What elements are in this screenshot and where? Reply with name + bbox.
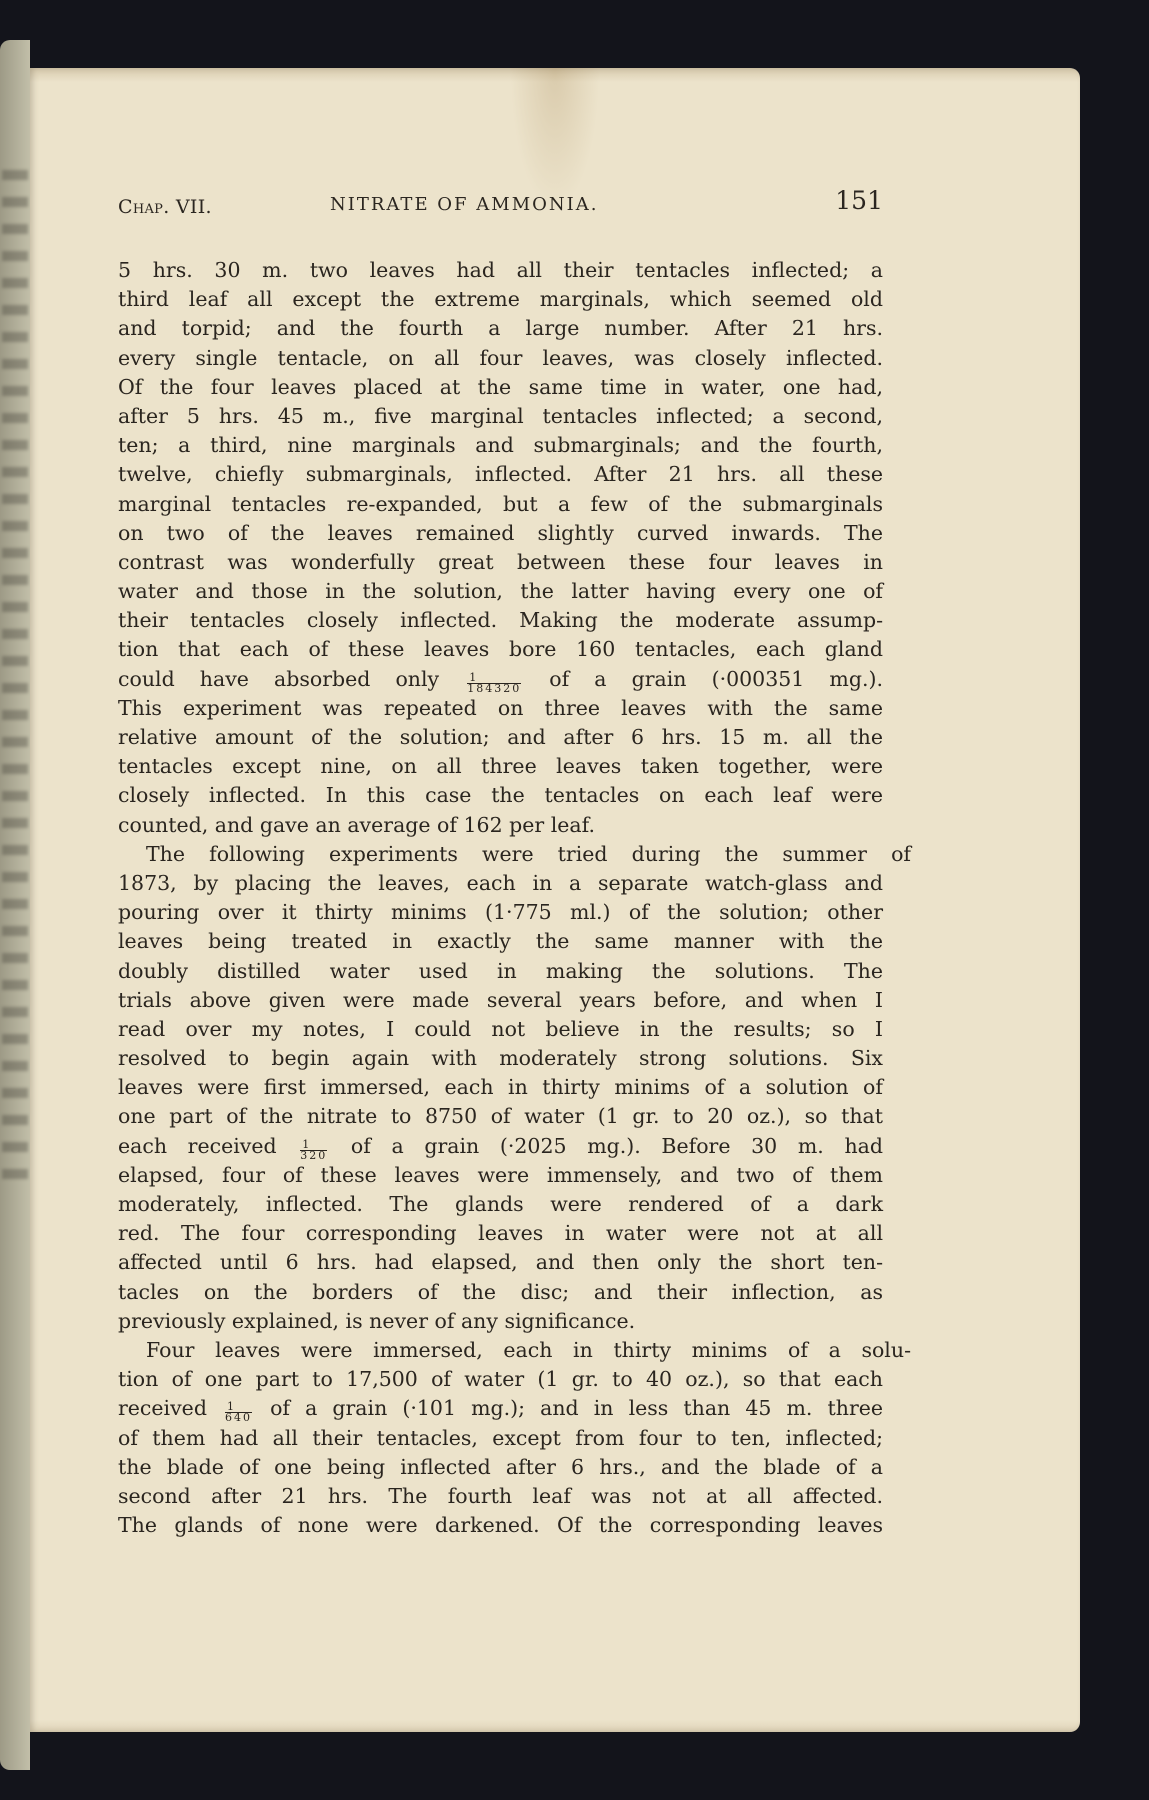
ghost-text-mark xyxy=(2,656,28,666)
ghost-text-mark xyxy=(2,953,28,963)
text-line: contrast was wonderfully great between these four leaves in xyxy=(118,549,883,574)
text-line: relative amount of the solution; and after 6 hrs. 15 m. all the xyxy=(118,725,883,749)
ghost-text-mark xyxy=(2,602,28,612)
text-line: 1873, by placing the leaves, each in a separate watch-glass and xyxy=(118,870,883,895)
ghost-text-mark xyxy=(2,305,28,315)
fraction-numerator: 1 xyxy=(225,1402,252,1413)
text-line: ten; a third, nine marginals and submarginals; and the fourth, xyxy=(118,433,883,458)
fraction-denominator: 320 xyxy=(300,1148,328,1162)
ghost-text-mark xyxy=(2,170,28,180)
text-line: The glands of none were darkened. Of the corresponding leaves xyxy=(118,1513,883,1538)
ghost-text-mark xyxy=(2,494,28,504)
ghost-text-mark xyxy=(2,548,28,558)
adjacent-page-edge xyxy=(0,40,30,1770)
ghost-text-mark xyxy=(2,683,28,693)
ghost-text-mark xyxy=(2,440,28,450)
fraction xyxy=(225,1402,252,1423)
ghost-text-mark xyxy=(2,899,28,909)
text-line: elapsed, four of these leaves were immensely, and two of them xyxy=(118,1162,883,1187)
ghost-text-mark xyxy=(2,467,28,477)
text-line: one part of the nitrate to 8750 of water (1 gr. to 20 oz.), so that xyxy=(118,1104,883,1129)
text-line: read over my notes, I could not believe in the results; so I xyxy=(118,1016,883,1041)
ghost-text-mark xyxy=(2,845,28,855)
ghost-text-mark xyxy=(2,1142,28,1152)
text-line: leaves were first immersed, each in thirty minims of a solution of xyxy=(118,1075,883,1100)
ghost-text-mark xyxy=(2,710,28,720)
ghost-text-mark xyxy=(2,1061,28,1071)
ghost-text-mark xyxy=(2,737,28,747)
ghost-text-mark xyxy=(2,1169,28,1179)
text-line: tion of one part to 17,500 of water (1 gr. to 40 oz.), so that each xyxy=(118,1367,883,1392)
ghost-text-mark xyxy=(2,1034,28,1044)
text-line: The following experiments were tried during the summer of xyxy=(146,841,911,866)
fraction-numerator: 1 xyxy=(467,673,521,684)
ghost-text-mark xyxy=(2,359,28,369)
text-line: twelve, chiefly submarginals, inflected. After 21 hrs. all these xyxy=(118,462,883,487)
ghost-text-mark xyxy=(2,386,28,396)
text-segment: each received xyxy=(118,1133,298,1158)
text-line: Four leaves were immersed, each in thirty minims of a solu- xyxy=(146,1337,911,1362)
text-line: their tentacles closely inflected. Making the moderate assump- xyxy=(118,608,883,633)
text-line: This experiment was repeated on three leaves with the same xyxy=(118,695,883,720)
text-line: previously explained, is never of any significance. xyxy=(118,1308,636,1333)
ghost-text-mark xyxy=(2,872,28,882)
text-line: after 5 hrs. 45 m., five marginal tentacles inflected; a second, xyxy=(118,403,883,428)
text-line xyxy=(118,665,883,694)
text-segment: received xyxy=(118,1396,223,1421)
text-line: tion that each of these leaves bore 160 tentacles, each gland xyxy=(118,637,883,662)
text-segment: of a grain (·101 mg.); and in less than 45 m. three xyxy=(255,1396,884,1421)
ghost-text-mark xyxy=(2,791,28,801)
ghost-text-mark xyxy=(2,413,28,423)
fraction xyxy=(300,1137,328,1162)
running-head xyxy=(118,186,883,222)
ghost-text-mark xyxy=(2,224,28,234)
text-line: closely inflected. In this case the tentacles on each leaf were xyxy=(118,783,883,808)
text-line: third leaf all except the extreme marginals, which seemed old xyxy=(118,287,883,312)
ghost-text-mark xyxy=(2,332,28,342)
fraction-denominator: 184320 xyxy=(467,681,522,695)
text-line xyxy=(118,1394,883,1423)
text-line: and torpid; and the fourth a large number. After 21 hrs. xyxy=(118,316,883,341)
text-line: tacles on the borders of the disc; and their inflection, as xyxy=(118,1279,883,1304)
text-line: leaves being treated in exactly the same manner with the xyxy=(118,929,883,954)
ghost-text-mark xyxy=(2,1115,28,1125)
text-line: red. The four corresponding leaves in water were not at all xyxy=(118,1221,883,1246)
text-line: the blade of one being inflected after 6 hrs., and the blade of a xyxy=(118,1454,883,1479)
ghost-text-mark xyxy=(2,926,28,936)
ghost-text-mark xyxy=(2,251,28,261)
text-line: affected until 6 hrs. had elapsed, and then only the short ten- xyxy=(118,1250,883,1275)
running-title: NITRATE OF AMMONIA. xyxy=(330,194,599,215)
text-line xyxy=(118,1132,883,1161)
ghost-text-mark xyxy=(2,575,28,585)
ghost-text-mark xyxy=(2,278,28,288)
text-line: on two of the leaves remained slightly curved inwards. The xyxy=(118,520,883,545)
text-line: second after 21 hrs. The fourth leaf was not at all affected. xyxy=(118,1483,883,1508)
text-segment: of a grain (·2025 mg.). Before 30 m. had xyxy=(330,1133,883,1158)
fraction xyxy=(467,670,522,695)
text-line: counted, and gave an average of 162 per leaf. xyxy=(118,812,596,837)
text-line: resolved to begin again with moderately strong solutions. Six xyxy=(118,1046,883,1071)
text-line: every single tentacle, on all four leaves, was closely inflected. xyxy=(118,345,883,370)
ghost-text-mark xyxy=(2,1007,28,1017)
ghost-text-mark xyxy=(2,1088,28,1098)
text-line: water and those in the solution, the latter having every one of xyxy=(118,579,883,604)
text-line: pouring over it thirty minims (1·775 ml.) of the solution; other xyxy=(118,900,883,925)
ghost-text-mark xyxy=(2,980,28,990)
text-line: tentacles except nine, on all three leaves taken together, were xyxy=(118,754,883,779)
text-segment: of a grain (·000351 mg.). xyxy=(524,666,884,691)
text-segment: could have absorbed only xyxy=(118,666,465,691)
text-line: trials above given were made several years before, and when I xyxy=(118,987,883,1012)
chapter-label: Chap. VII. xyxy=(118,196,212,218)
text-line: of them had all their tentacles, except from four to ten, inflected; xyxy=(118,1425,883,1450)
ghost-text-mark xyxy=(2,521,28,531)
ghost-text-mark xyxy=(2,197,28,207)
body-text xyxy=(118,256,911,1540)
ghost-text-mark xyxy=(2,818,28,828)
text-line: doubly distilled water used in making the solutions. The xyxy=(118,958,883,983)
text-line: 5 hrs. 30 m. two leaves had all their tentacles inflected; a xyxy=(118,258,883,282)
text-line: marginal tentacles re-expanded, but a few of the submarginals xyxy=(118,491,883,516)
fraction-numerator: 1 xyxy=(300,1140,327,1151)
text-line: moderately, inflected. The glands were rendered of a dark xyxy=(118,1192,883,1216)
fraction-denominator: 640 xyxy=(225,1411,253,1425)
page-number: 151 xyxy=(835,186,883,215)
ghost-text-mark xyxy=(2,629,28,639)
ghost-text-mark xyxy=(2,764,28,774)
text-line: Of the four leaves placed at the same time in water, one had, xyxy=(118,374,883,399)
